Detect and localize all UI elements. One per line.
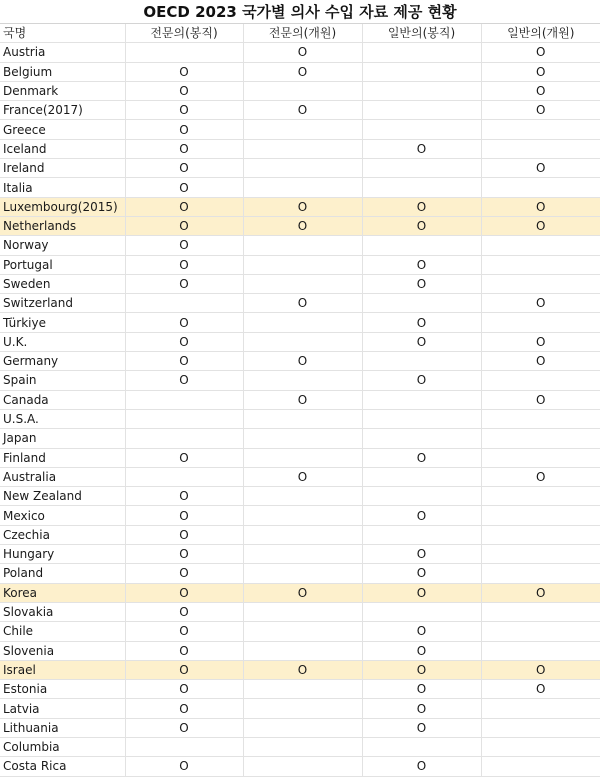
availability-cell[interactable]: O: [243, 216, 362, 235]
availability-cell[interactable]: O: [243, 294, 362, 313]
availability-cell[interactable]: [481, 564, 600, 583]
data-table: [0, 24, 600, 777]
table-row: [0, 660, 600, 679]
availability-cell[interactable]: [243, 448, 362, 467]
availability-cell[interactable]: [243, 757, 362, 776]
availability-cell[interactable]: [481, 641, 600, 660]
availability-cell[interactable]: [243, 487, 362, 506]
country-cell[interactable]: Japan: [0, 429, 125, 448]
table-row: [0, 236, 600, 255]
availability-cell[interactable]: [362, 294, 481, 313]
availability-cell[interactable]: O: [243, 62, 362, 81]
availability-cell[interactable]: [125, 409, 243, 428]
availability-cell[interactable]: [481, 313, 600, 332]
availability-cell[interactable]: [125, 390, 243, 409]
availability-cell[interactable]: [481, 622, 600, 641]
availability-cell[interactable]: O: [125, 81, 243, 100]
table-row: [0, 390, 600, 409]
table-row: [0, 448, 600, 467]
table-row: [0, 178, 600, 197]
availability-cell[interactable]: O: [125, 371, 243, 390]
availability-cell[interactable]: O: [125, 236, 243, 255]
availability-cell[interactable]: [362, 409, 481, 428]
table-row: [0, 641, 600, 660]
availability-cell[interactable]: O: [362, 255, 481, 274]
availability-cell[interactable]: O: [125, 487, 243, 506]
availability-cell[interactable]: O: [125, 197, 243, 216]
availability-cell[interactable]: [243, 255, 362, 274]
availability-cell[interactable]: O: [125, 757, 243, 776]
availability-cell[interactable]: O: [125, 62, 243, 81]
availability-cell[interactable]: O: [125, 564, 243, 583]
availability-cell[interactable]: O: [125, 120, 243, 139]
country-cell[interactable]: Luxembourg(2015): [0, 197, 125, 216]
availability-cell[interactable]: O: [125, 641, 243, 660]
availability-cell[interactable]: O: [362, 718, 481, 737]
country-cell[interactable]: Ireland: [0, 159, 125, 178]
availability-cell[interactable]: [362, 737, 481, 756]
country-cell[interactable]: Poland: [0, 564, 125, 583]
country-cell[interactable]: Germany: [0, 352, 125, 371]
availability-cell[interactable]: O: [362, 197, 481, 216]
availability-cell[interactable]: O: [125, 680, 243, 699]
availability-cell[interactable]: [362, 178, 481, 197]
availability-cell[interactable]: [243, 81, 362, 100]
availability-cell[interactable]: [243, 737, 362, 756]
country-cell[interactable]: Finland: [0, 448, 125, 467]
availability-cell[interactable]: O: [243, 197, 362, 216]
table-row: [0, 564, 600, 583]
country-cell[interactable]: Switzerland: [0, 294, 125, 313]
availability-cell[interactable]: O: [481, 680, 600, 699]
availability-cell[interactable]: O: [362, 583, 481, 602]
country-cell[interactable]: Türkiye: [0, 313, 125, 332]
availability-cell[interactable]: O: [481, 467, 600, 486]
country-cell[interactable]: Latvia: [0, 699, 125, 718]
availability-cell[interactable]: O: [125, 718, 243, 737]
country-cell[interactable]: Netherlands: [0, 216, 125, 235]
column-header-specialist-self-employed: 전문의(개원): [243, 24, 362, 43]
table-row: [0, 120, 600, 139]
availability-cell[interactable]: O: [362, 332, 481, 351]
availability-cell[interactable]: O: [481, 583, 600, 602]
availability-cell[interactable]: O: [125, 216, 243, 235]
availability-cell[interactable]: O: [243, 101, 362, 120]
country-cell[interactable]: U.K.: [0, 332, 125, 351]
table-row: [0, 294, 600, 313]
availability-cell[interactable]: [243, 332, 362, 351]
country-cell[interactable]: Israel: [0, 660, 125, 679]
availability-cell[interactable]: [362, 43, 481, 62]
availability-cell[interactable]: O: [362, 660, 481, 679]
country-cell[interactable]: Costa Rica: [0, 757, 125, 776]
availability-cell[interactable]: [243, 274, 362, 293]
availability-cell[interactable]: O: [481, 332, 600, 351]
availability-cell[interactable]: O: [362, 274, 481, 293]
availability-cell[interactable]: O: [481, 390, 600, 409]
availability-cell[interactable]: [243, 506, 362, 525]
country-cell[interactable]: Australia: [0, 467, 125, 486]
country-cell[interactable]: Slovakia: [0, 602, 125, 621]
availability-cell[interactable]: O: [481, 294, 600, 313]
availability-cell[interactable]: O: [362, 641, 481, 660]
availability-cell[interactable]: [243, 313, 362, 332]
table-row: [0, 371, 600, 390]
availability-cell[interactable]: O: [362, 699, 481, 718]
table-row: [0, 332, 600, 351]
table-row: [0, 699, 600, 718]
availability-cell[interactable]: O: [125, 332, 243, 351]
availability-cell[interactable]: [362, 602, 481, 621]
availability-cell[interactable]: O: [481, 101, 600, 120]
availability-cell[interactable]: [362, 390, 481, 409]
availability-cell[interactable]: O: [243, 352, 362, 371]
availability-cell[interactable]: O: [243, 467, 362, 486]
country-cell[interactable]: Denmark: [0, 81, 125, 100]
country-cell[interactable]: Sweden: [0, 274, 125, 293]
table-row: [0, 680, 600, 699]
availability-cell[interactable]: O: [243, 390, 362, 409]
availability-cell[interactable]: O: [125, 274, 243, 293]
availability-cell[interactable]: O: [125, 255, 243, 274]
availability-cell[interactable]: [481, 525, 600, 544]
country-cell[interactable]: Czechia: [0, 525, 125, 544]
availability-cell[interactable]: [481, 757, 600, 776]
country-cell[interactable]: Norway: [0, 236, 125, 255]
availability-cell[interactable]: O: [481, 159, 600, 178]
country-cell[interactable]: U.S.A.: [0, 409, 125, 428]
availability-cell[interactable]: O: [125, 583, 243, 602]
availability-cell[interactable]: [243, 236, 362, 255]
country-cell[interactable]: New Zealand: [0, 487, 125, 506]
table-row: [0, 583, 600, 602]
availability-cell[interactable]: [125, 294, 243, 313]
column-header-country: 국명: [0, 24, 125, 43]
availability-cell[interactable]: [243, 602, 362, 621]
availability-cell[interactable]: [481, 737, 600, 756]
availability-cell[interactable]: O: [125, 545, 243, 564]
column-header-gp-self-employed: 일반의(개원): [481, 24, 600, 43]
table-row: [0, 255, 600, 274]
country-cell[interactable]: Spain: [0, 371, 125, 390]
availability-cell[interactable]: O: [481, 62, 600, 81]
country-cell[interactable]: Columbia: [0, 737, 125, 756]
table-row: [0, 467, 600, 486]
availability-cell[interactable]: O: [125, 313, 243, 332]
country-cell[interactable]: Mexico: [0, 506, 125, 525]
availability-cell[interactable]: [243, 699, 362, 718]
availability-cell[interactable]: [243, 178, 362, 197]
country-cell[interactable]: Estonia: [0, 680, 125, 699]
availability-cell[interactable]: [481, 120, 600, 139]
availability-cell[interactable]: [362, 81, 481, 100]
availability-cell[interactable]: O: [125, 525, 243, 544]
table-row: [0, 159, 600, 178]
availability-cell[interactable]: O: [481, 81, 600, 100]
table-row: [0, 525, 600, 544]
availability-cell[interactable]: [362, 62, 481, 81]
availability-cell[interactable]: O: [362, 216, 481, 235]
availability-cell[interactable]: [125, 467, 243, 486]
availability-cell[interactable]: O: [362, 371, 481, 390]
availability-cell[interactable]: [481, 236, 600, 255]
country-cell[interactable]: Chile: [0, 622, 125, 641]
availability-cell[interactable]: [243, 718, 362, 737]
availability-cell[interactable]: [481, 429, 600, 448]
availability-cell[interactable]: [362, 101, 481, 120]
availability-cell[interactable]: [481, 274, 600, 293]
availability-cell[interactable]: O: [362, 680, 481, 699]
availability-cell[interactable]: [481, 178, 600, 197]
table-row: [0, 43, 600, 62]
availability-cell[interactable]: O: [362, 622, 481, 641]
availability-cell[interactable]: [362, 236, 481, 255]
table-row: [0, 506, 600, 525]
availability-cell[interactable]: O: [243, 660, 362, 679]
availability-cell[interactable]: [481, 545, 600, 564]
availability-cell[interactable]: O: [481, 216, 600, 235]
availability-cell[interactable]: O: [362, 564, 481, 583]
availability-cell[interactable]: [362, 467, 481, 486]
availability-cell[interactable]: [243, 641, 362, 660]
availability-cell[interactable]: O: [125, 699, 243, 718]
availability-cell[interactable]: O: [362, 545, 481, 564]
table-row: [0, 352, 600, 371]
table-row: [0, 718, 600, 737]
availability-cell[interactable]: O: [125, 506, 243, 525]
column-header-specialist-salaried: 전문의(봉직): [125, 24, 243, 43]
availability-cell[interactable]: [243, 429, 362, 448]
availability-cell[interactable]: [362, 120, 481, 139]
table-row: [0, 101, 600, 120]
availability-cell[interactable]: O: [125, 448, 243, 467]
availability-cell[interactable]: [243, 409, 362, 428]
availability-cell[interactable]: [362, 429, 481, 448]
country-cell[interactable]: Korea: [0, 583, 125, 602]
availability-cell[interactable]: [481, 699, 600, 718]
availability-cell[interactable]: [362, 525, 481, 544]
table-row: [0, 737, 600, 756]
availability-cell[interactable]: O: [481, 197, 600, 216]
availability-cell[interactable]: O: [125, 622, 243, 641]
availability-cell[interactable]: O: [362, 757, 481, 776]
availability-cell[interactable]: [481, 602, 600, 621]
availability-cell[interactable]: [243, 545, 362, 564]
availability-cell[interactable]: O: [125, 139, 243, 158]
availability-cell[interactable]: [481, 409, 600, 428]
table-row: [0, 62, 600, 81]
availability-cell[interactable]: [243, 159, 362, 178]
table-row: [0, 313, 600, 332]
table-row: [0, 757, 600, 776]
availability-cell[interactable]: [243, 371, 362, 390]
country-cell[interactable]: Canada: [0, 390, 125, 409]
table-row: [0, 81, 600, 100]
availability-cell[interactable]: [243, 139, 362, 158]
availability-cell[interactable]: [481, 718, 600, 737]
table-row: [0, 602, 600, 621]
availability-cell[interactable]: O: [362, 139, 481, 158]
availability-cell[interactable]: [125, 737, 243, 756]
country-cell[interactable]: Italia: [0, 178, 125, 197]
country-cell[interactable]: Slovenia: [0, 641, 125, 660]
table-row: [0, 216, 600, 235]
availability-cell[interactable]: O: [125, 159, 243, 178]
header-row: [0, 24, 600, 43]
table-row: [0, 487, 600, 506]
availability-cell[interactable]: [243, 564, 362, 583]
availability-cell[interactable]: O: [481, 43, 600, 62]
column-header-gp-salaried: 일반의(봉직): [362, 24, 481, 43]
availability-cell[interactable]: O: [481, 352, 600, 371]
availability-cell[interactable]: O: [125, 660, 243, 679]
availability-cell[interactable]: O: [243, 583, 362, 602]
availability-cell[interactable]: [125, 429, 243, 448]
country-cell[interactable]: Hungary: [0, 545, 125, 564]
availability-cell[interactable]: [481, 448, 600, 467]
availability-cell[interactable]: [481, 139, 600, 158]
availability-cell[interactable]: [481, 371, 600, 390]
availability-cell[interactable]: O: [362, 313, 481, 332]
country-cell[interactable]: Portugal: [0, 255, 125, 274]
availability-cell[interactable]: [362, 159, 481, 178]
availability-cell[interactable]: [243, 120, 362, 139]
availability-cell[interactable]: [243, 525, 362, 544]
availability-cell[interactable]: [481, 255, 600, 274]
table-row: [0, 622, 600, 641]
availability-cell[interactable]: [362, 487, 481, 506]
table-row: [0, 197, 600, 216]
country-cell[interactable]: Greece: [0, 120, 125, 139]
availability-cell[interactable]: [243, 680, 362, 699]
availability-cell[interactable]: O: [481, 660, 600, 679]
table-row: [0, 429, 600, 448]
availability-cell[interactable]: O: [243, 43, 362, 62]
table-title: OECD 2023 국가별 의사 수입 자료 제공 현황: [0, 0, 600, 24]
table-row: [0, 274, 600, 293]
availability-cell[interactable]: [481, 487, 600, 506]
country-cell[interactable]: Austria: [0, 43, 125, 62]
availability-cell[interactable]: [362, 352, 481, 371]
availability-cell[interactable]: O: [362, 506, 481, 525]
country-cell[interactable]: Iceland: [0, 139, 125, 158]
country-cell[interactable]: Belgium: [0, 62, 125, 81]
availability-cell[interactable]: O: [125, 602, 243, 621]
availability-cell[interactable]: O: [362, 448, 481, 467]
availability-cell[interactable]: [243, 622, 362, 641]
table-row: [0, 409, 600, 428]
availability-cell[interactable]: O: [125, 352, 243, 371]
availability-cell[interactable]: [125, 43, 243, 62]
table-row: [0, 545, 600, 564]
availability-cell[interactable]: O: [125, 101, 243, 120]
country-cell[interactable]: Lithuania: [0, 718, 125, 737]
table-row: [0, 139, 600, 158]
country-cell[interactable]: France(2017): [0, 101, 125, 120]
availability-cell[interactable]: [481, 506, 600, 525]
availability-cell[interactable]: O: [125, 178, 243, 197]
